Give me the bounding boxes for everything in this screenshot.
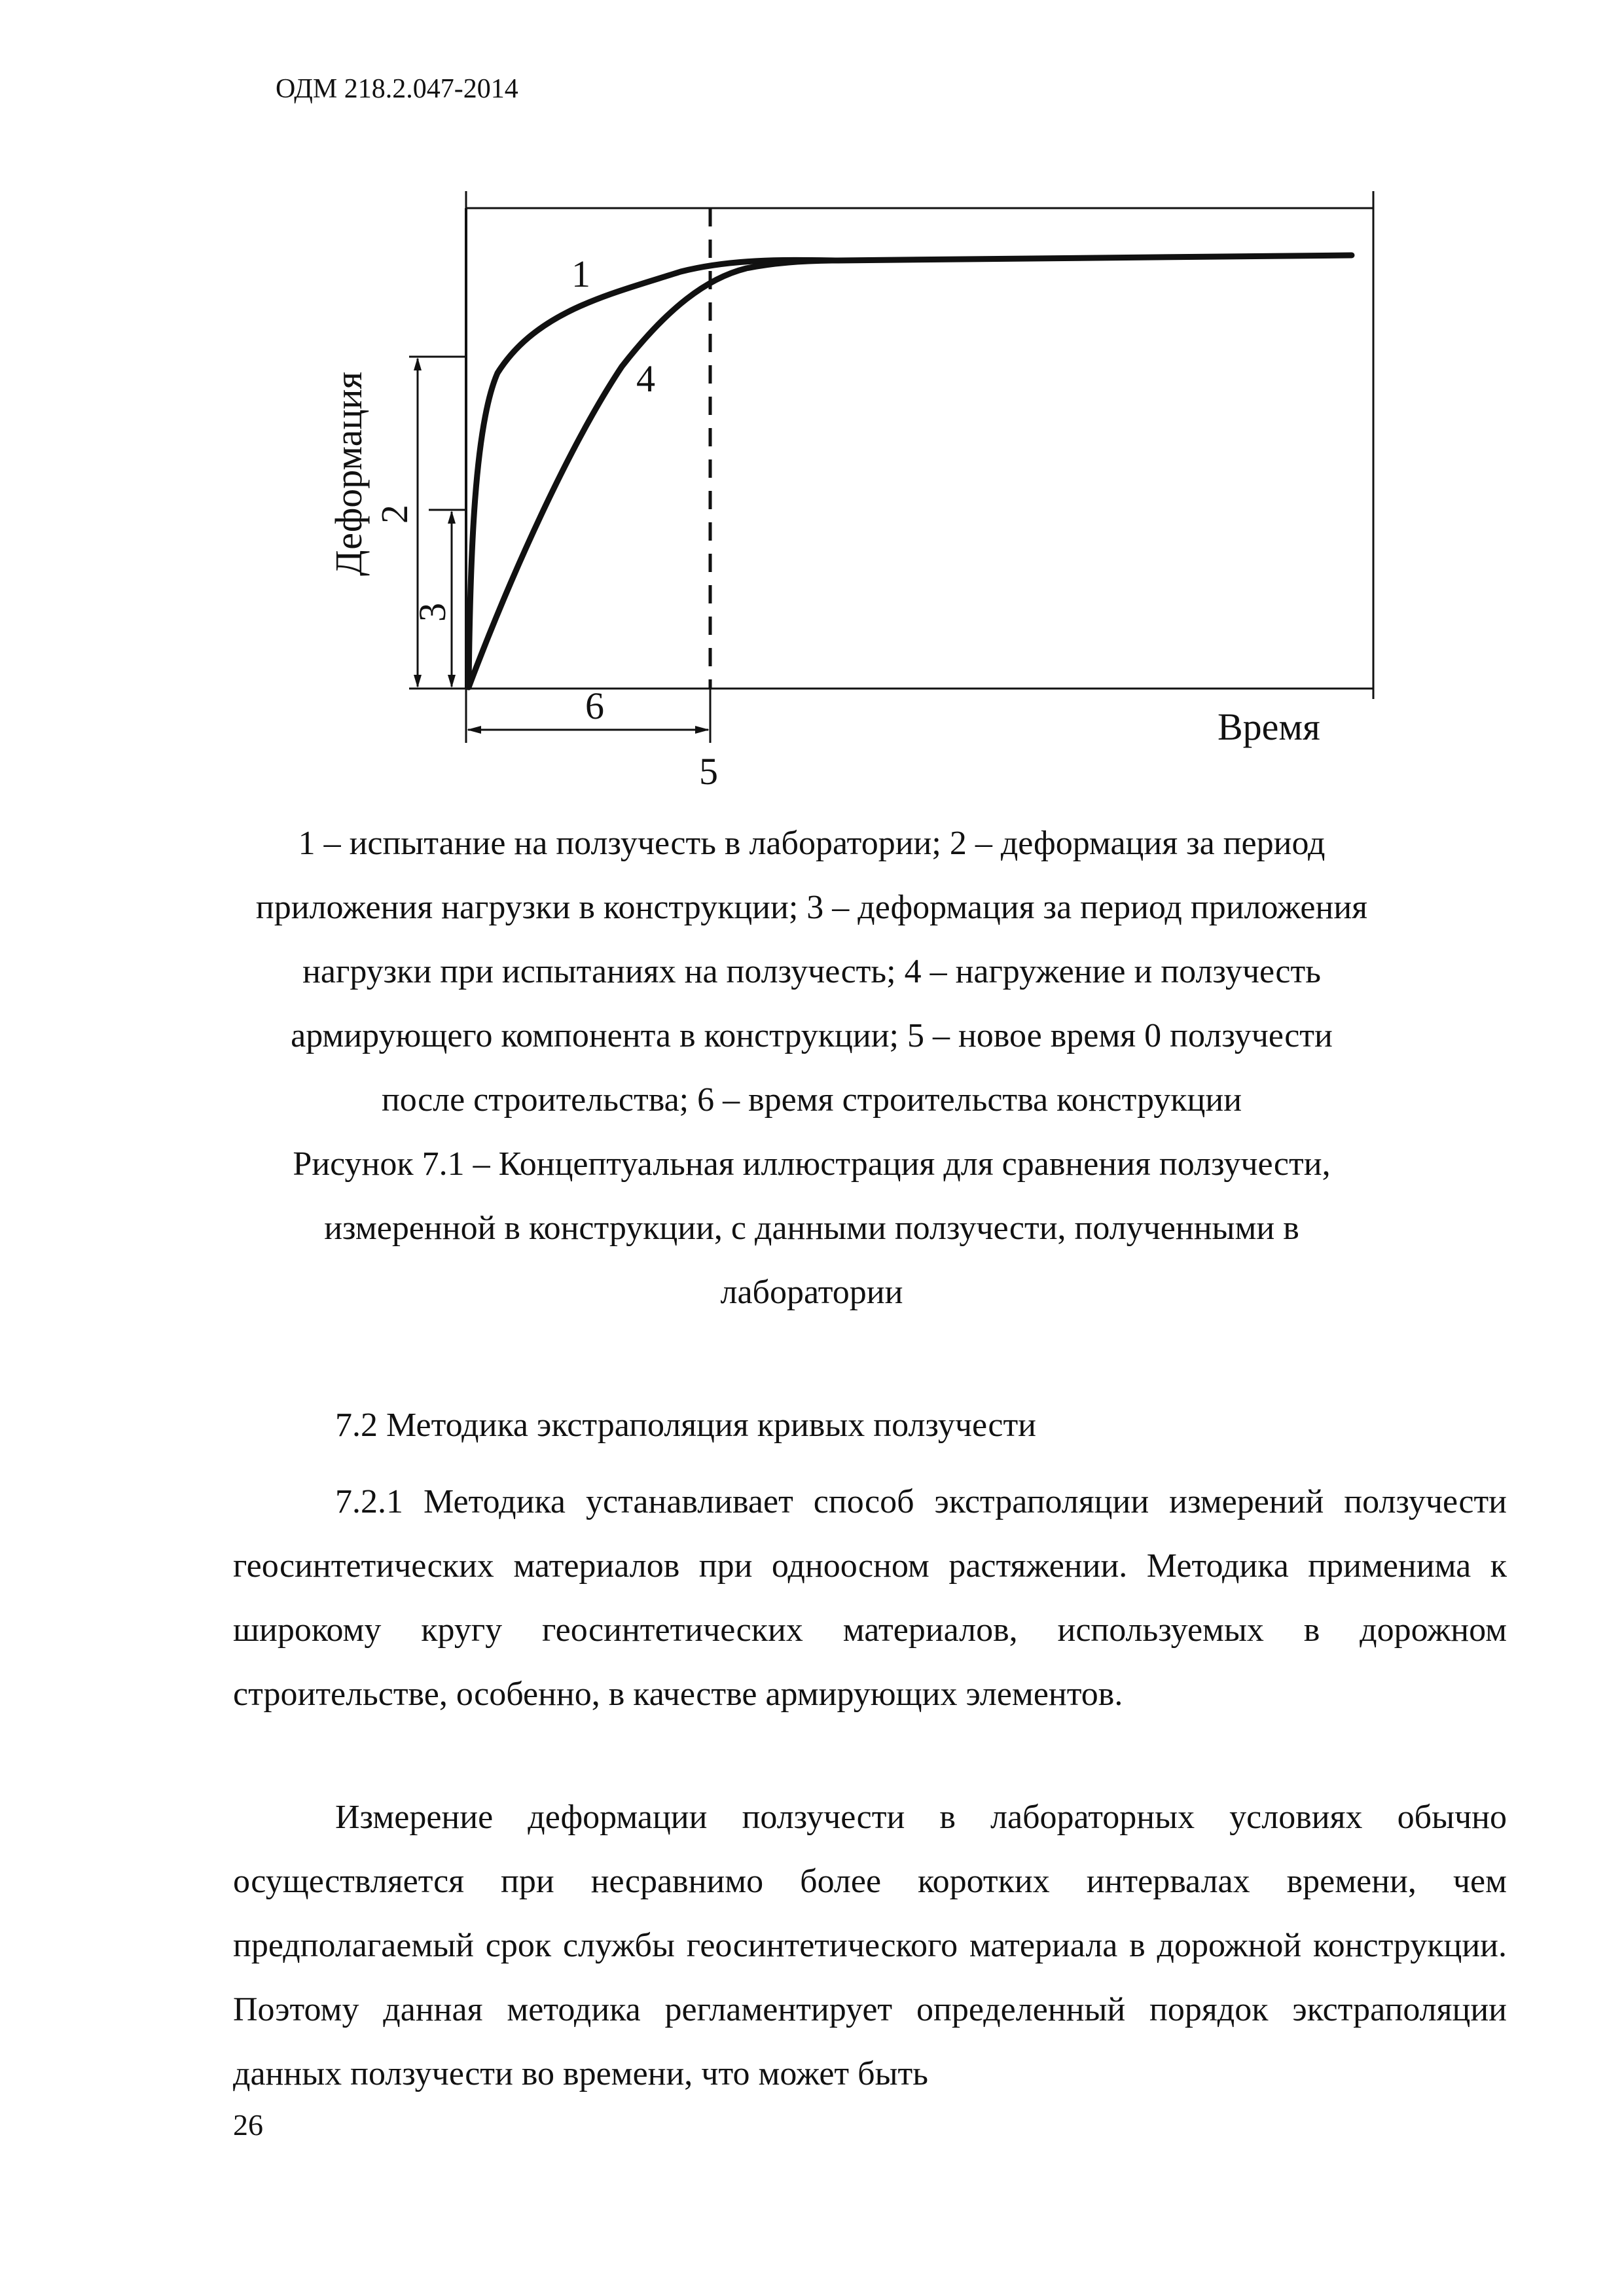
curve-4-label: 4 <box>636 357 655 400</box>
page-number: 26 <box>233 2108 263 2142</box>
dim-3-arrow-top <box>448 511 456 524</box>
caption-title-line: Рисунок 7.1 – Концептуальная иллюстрация для сравнения ползучести, <box>293 1145 1331 1183</box>
curve-1-laboratory-creep <box>469 255 1352 687</box>
line-5-label: 5 <box>699 750 718 793</box>
creep-figure <box>0 0 1624 812</box>
dim-3-arrow-bottom <box>448 675 456 688</box>
dim-6-arrow-right <box>695 726 710 734</box>
caption-legend-line: 1 – испытание на ползучесть в лаборатории; 2 – деформация за период <box>298 825 1326 862</box>
caption-title-line: лаборатории <box>720 1274 903 1311</box>
dim-3-label: 3 <box>411 603 454 622</box>
dim-6-label: 6 <box>585 685 604 727</box>
y-axis-label: Деформация <box>327 371 370 576</box>
curve-1-label: 1 <box>571 253 590 295</box>
curve-4-construction-creep <box>469 260 838 687</box>
document-code-header: ОДМ 218.2.047-2014 <box>276 74 518 104</box>
body-paragraph: Измерение деформации ползучести в лабораторных условиях обычно осуществляется при несравнимо более коротких интервалах времени, чем предполагаемый срок службы геосинтетического материала в дорожной конструкции. Поэтому данная методика регламентирует определенный порядок экстраполяции данных ползучести во времени, что может быть <box>233 1799 1507 2092</box>
caption-title-line: измеренной в конструкции, с данными ползучести, полученными в <box>324 1210 1299 1247</box>
section-heading: 7.2 Методика экстраполяция кривых ползучести <box>335 1407 1037 1444</box>
dim-2-arrow-top <box>414 357 422 370</box>
caption-legend-line: армирующего компонента в конструкции; 5 – новое время 0 ползучести <box>291 1017 1333 1054</box>
caption-legend-line: приложения нагрузки в конструкции; 3 – деформация за период приложения <box>255 889 1368 926</box>
dim-2-label: 2 <box>373 505 416 524</box>
dim-6-arrow-left <box>467 726 481 734</box>
caption-legend-line: после строительства; 6 – время строительства конструкции <box>381 1081 1242 1119</box>
x-axis-label: Время <box>1218 706 1320 748</box>
body-paragraph: 7.2.1 Методика устанавливает способ экстраполяции измерений ползучести геосинтетических материалов при одноосном растяжении. Методика применима к широкому кругу геосинтетических материалов, используемых в дорожном строительстве, особенно, в качестве армирующих элементов. <box>233 1483 1507 1713</box>
dim-2-arrow-bottom <box>414 675 422 688</box>
figure-caption <box>196 812 1427 1325</box>
caption-legend-line: нагрузки при испытаниях на ползучесть; 4 – нагружение и ползучесть <box>302 953 1321 990</box>
